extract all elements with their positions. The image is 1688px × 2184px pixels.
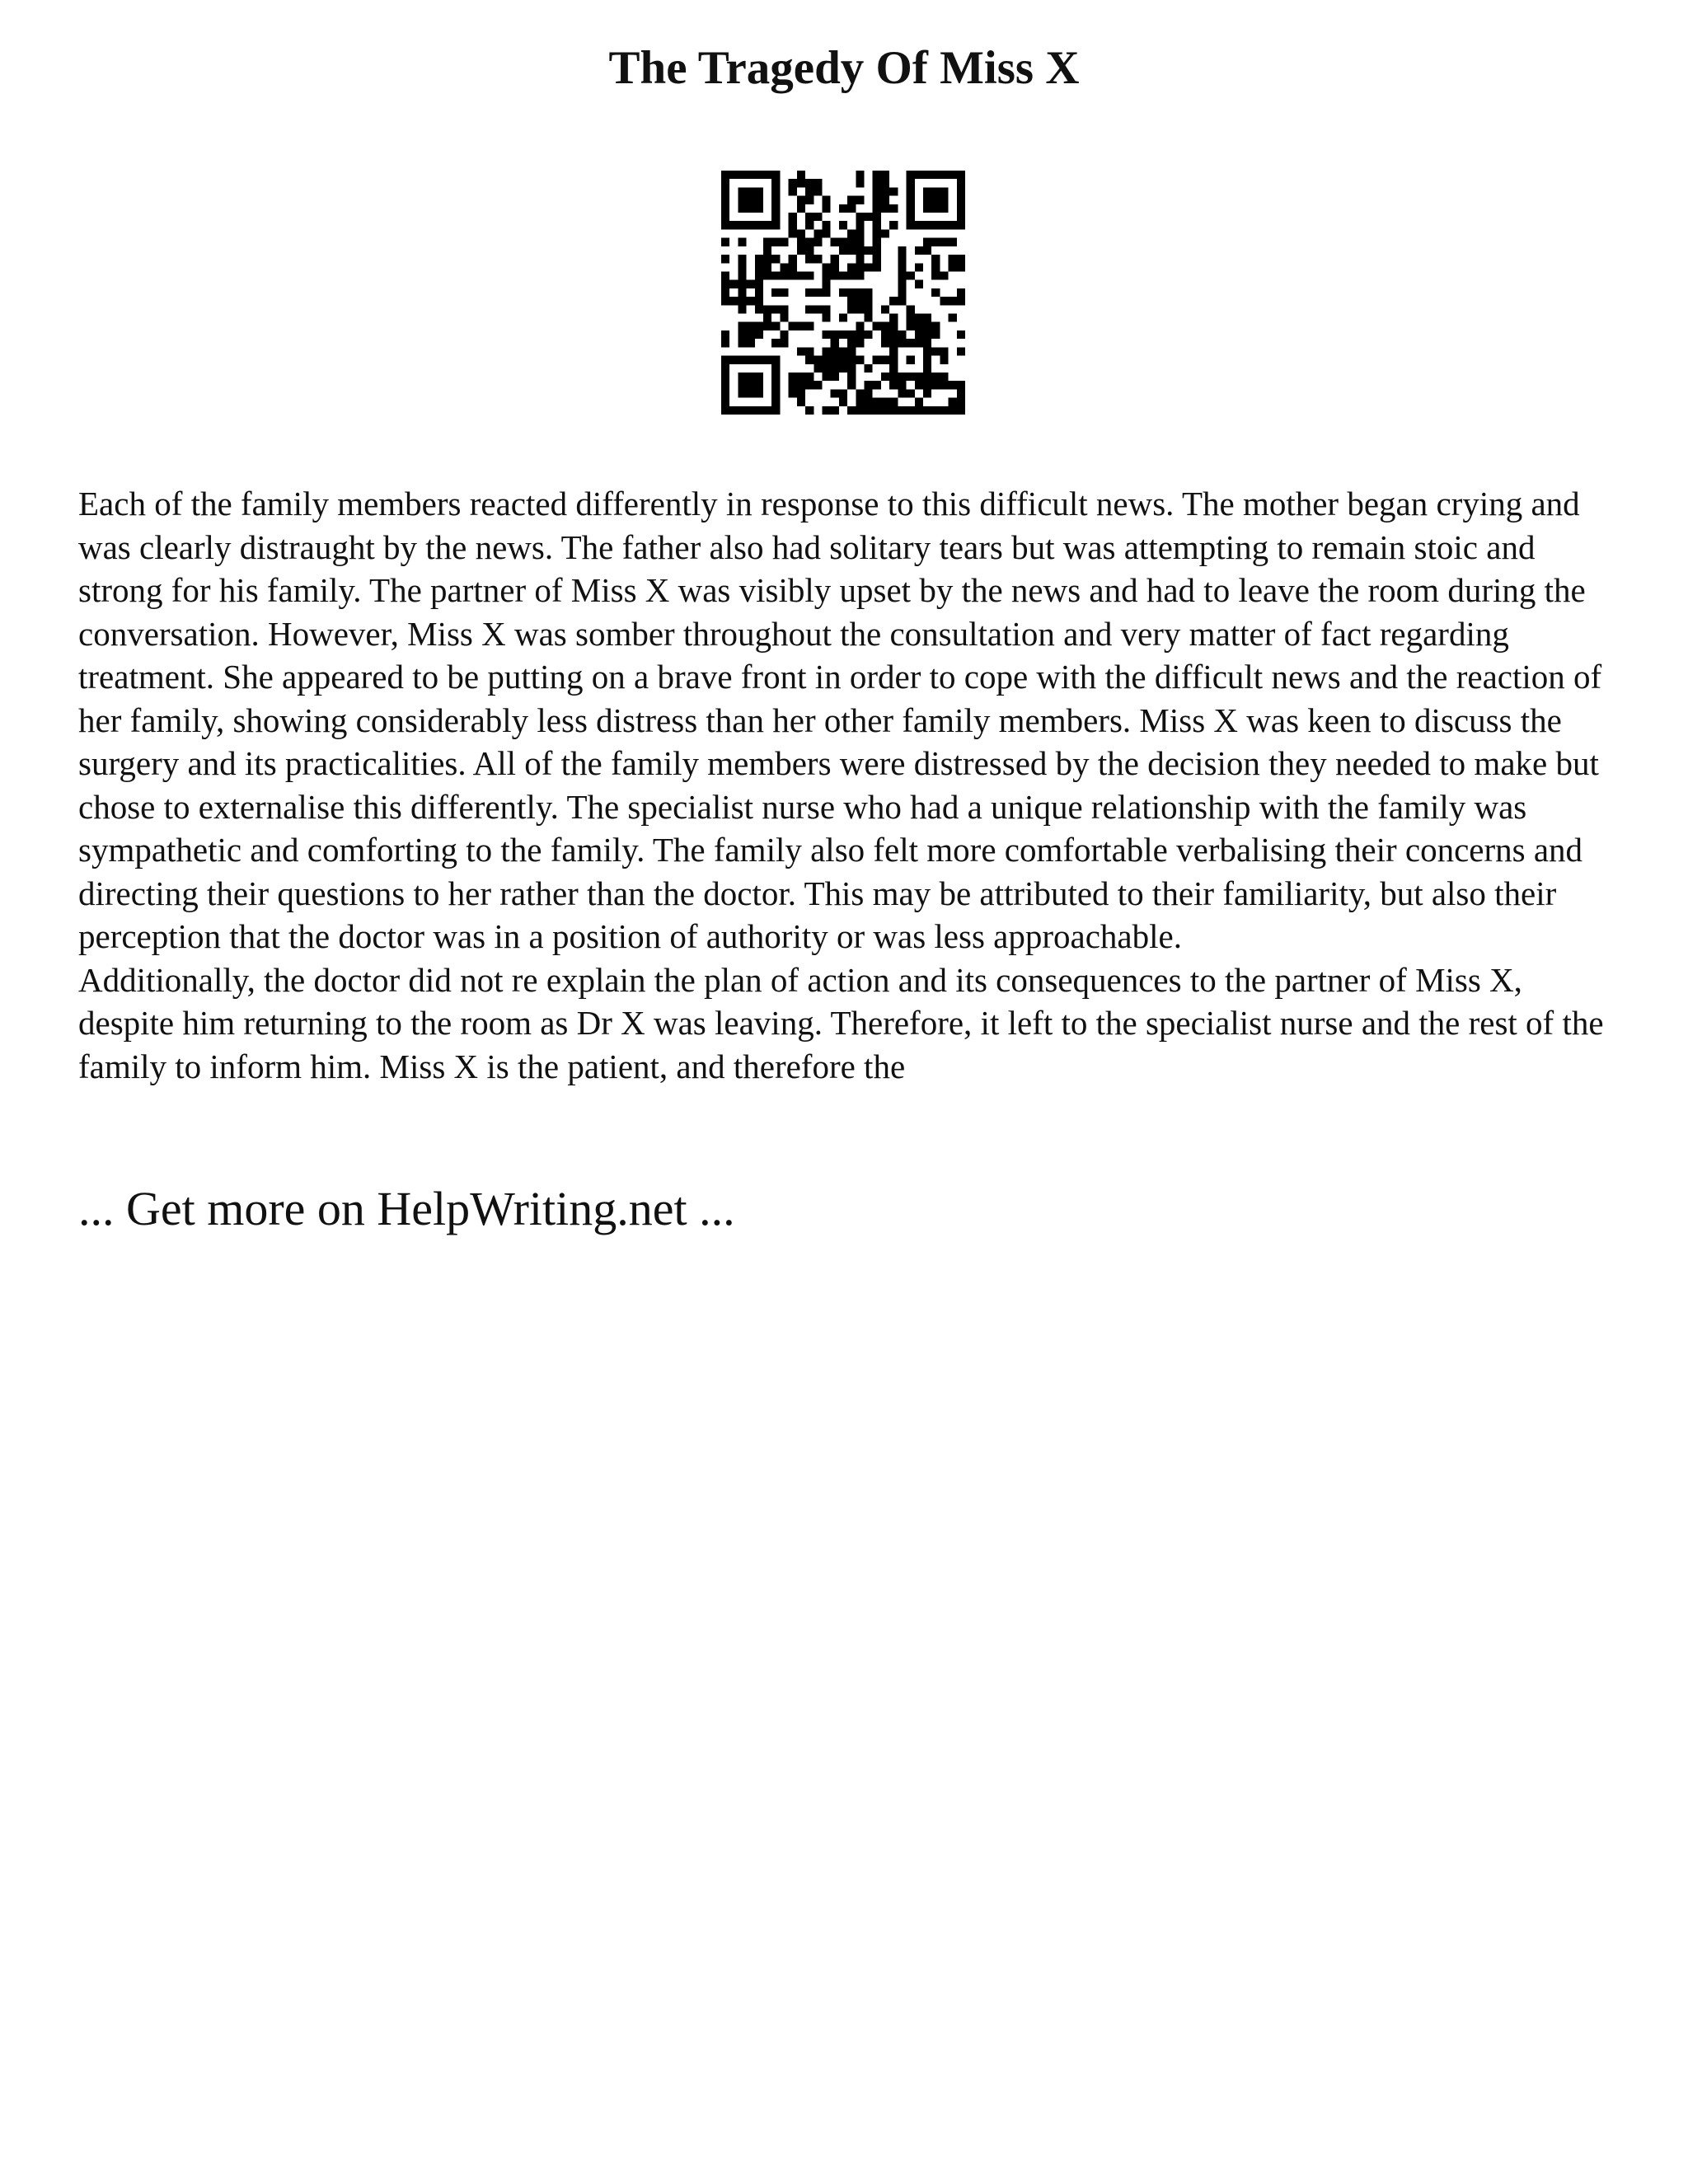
body-paragraph-2: Additionally, the doctor did not re explain the plan of action and its consequences to the partner of Miss X, despite him returning to the room as Dr X was leaving. Therefore, it left to the specialist nurse and the rest of the family to inform him. Miss X is the patient, and therefore the xyxy=(78,960,1604,1085)
document-body xyxy=(78,482,1620,1088)
document-title: The Tragedy Of Miss X xyxy=(608,42,1080,94)
get-more-link[interactable]: ... Get more on HelpWriting.net ... xyxy=(78,1182,735,1235)
qr-code-graphic xyxy=(721,171,965,415)
qr-code-icon xyxy=(721,171,965,415)
body-paragraph-1: Each of the family members reacted differently in response to this difficult news. The mother began crying and was clearly distraught by the news. The father also had solitary tears but was attempting to remain stoic and strong for his family. The partner of Miss X was visibly upset by the news and had to leave the room during the conversation. However, Miss X was somber throughout the consultation and very matter of fact regarding treatment. She appeared to be putting on a brave front in order to cope with the difficult news and the reaction of her family, showing considerably less distress than her other family members. Miss X was keen to discuss the surgery and its practicalities. All of the family members were distressed by the decision they needed to make but chose to externalise this differently. The specialist nurse who had a unique relationship with the family was sympathetic and comforting to the family. The family also felt more comfortable verbalising their concerns and directing their questions to her rather than the doctor. This may be attributed to their familiarity, but also their perception that the doctor was in a position of authority or was less approachable. xyxy=(78,485,1602,955)
